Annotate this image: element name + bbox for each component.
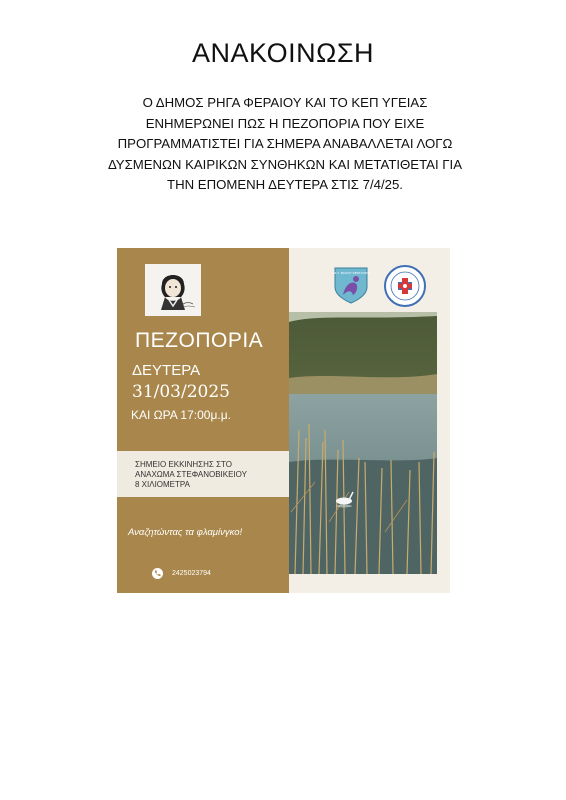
phone-icon [152, 568, 163, 579]
announcement-body [90, 93, 480, 196]
portrait-logo [145, 264, 201, 316]
start-line: ΑΝΑΧΩΜΑ ΣΤΕΦΑΝΟΒΙΚΕΙΟΥ [135, 470, 247, 479]
poster-title: ΠΕΖΟΠΟΡΙΑ [135, 329, 264, 352]
announcement-title: ΑΝΑΚΟΙΝΩΣΗ [191, 38, 375, 68]
event-time: ΚΑΙ ΩΡΑ 17:00μ.μ. [131, 408, 231, 422]
health-center-logo [383, 264, 427, 308]
start-line: 8 ΧΙΛΙΟΜΕΤΡΑ [135, 480, 190, 489]
event-poster [117, 248, 450, 593]
centaur-logo-text: Σ.Δ.Υ. ΒΟΛΟΥ ΚΕΝΤΑΥΡΟΣ [331, 271, 371, 275]
centaur-logo [331, 265, 371, 305]
slogan: Αναζητώντας τα φλαμίνγκο! [128, 527, 243, 538]
start-line: ΣΗΜΕΙΟ ΕΚΚΙΝΗΣΗΣ ΣΤΟ [135, 460, 232, 469]
event-day: ΔΕΥΤΕΡΑ [132, 362, 201, 379]
start-point-text [135, 460, 247, 490]
body-line: ΠΡΟΓΡΑΜΜΑΤΙΣΤΕΙ ΓΙΑ ΣΗΜΕΡΑ ΑΝΑΒΑΛΛΕΤΑΙ ΛΟΓΩ [117, 136, 453, 151]
event-date: 31/03/2025 [132, 382, 230, 402]
phone-number: 2425023794 [172, 570, 211, 577]
body-line: ΔΥΣΜΕΝΩΝ ΚΑΙΡΙΚΩΝ ΣΥΝΘΗΚΩΝ ΚΑΙ ΜΕΤΑΤΙΘΕΤΑΙ ΓΙΑ [107, 156, 463, 172]
body-line: ΕΝΗΜΕΡΩΝΕΙ ΠΩΣ Η ΠΕΖΟΠΟΡΙΑ ΠΟΥ ΕΙΧΕ [145, 115, 425, 131]
lake-photo [289, 312, 437, 574]
body-line: ΤΗΝ ΕΠΟΜΕΝΗ ΔΕΥΤΕΡΑ ΣΤΙΣ 7/4/25. [167, 177, 403, 192]
body-line: Ο ΔΗΜΟΣ ΡΗΓΑ ΦΕΡΑΙΟΥ ΚΑΙ ΤΟ ΚΕΠ ΥΓΕΙΑΣ [142, 95, 428, 110]
